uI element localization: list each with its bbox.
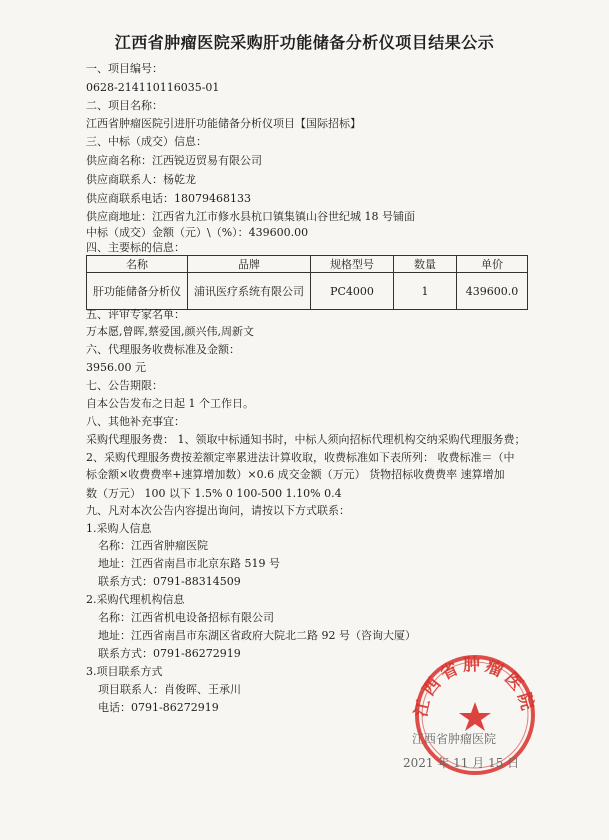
section-project-name-heading: 二、项目名称： <box>86 99 163 112</box>
project-number: 0628-214110116035-01 <box>86 81 220 94</box>
table-header-row <box>87 256 528 273</box>
expert-list: 万本愿,曾晖,蔡爱国,颜兴伟,周新文 <box>86 325 254 338</box>
table-header-cell: 名称 <box>87 256 188 273</box>
agency-contact: 联系方式：0791-86272919 <box>98 647 241 660</box>
section-experts-heading: 五、评审专家名单： <box>86 308 185 321</box>
supplier-phone: 供应商联系电话：18079468133 <box>86 192 251 205</box>
section-project-number-heading: 一、项目编号： <box>86 62 163 75</box>
period-text: 自本公告发布之日起 1 个工作日。 <box>86 397 254 410</box>
project-contact-phone: 电话：0791-86272919 <box>98 701 219 714</box>
other-line-2: 2、采购代理服务费按差额定率累进法计算收取，收费标准如下表所列： 收费标准＝（中 <box>86 451 515 464</box>
seal-star-icon <box>459 702 491 731</box>
purchaser-contact: 联系方式：0791-88314509 <box>98 575 241 588</box>
signature-date: 2021 年 11 月 15 日 <box>403 756 520 770</box>
section-items-heading: 四、主要标的信息： <box>86 241 185 254</box>
other-line-3: 标金额×收费费率+速算增加数）×0.6 成交金额（万元） 货物招标收费费率 速算增加 <box>86 468 505 481</box>
purchaser-address: 地址：江西省南昌市北京东路 519 号 <box>98 557 280 570</box>
section-award-heading: 三、中标（成交）信息： <box>86 135 207 148</box>
supplier-name: 供应商名称：江西锐迈贸易有限公司 <box>86 154 262 167</box>
supplier-contact: 供应商联系人：杨乾龙 <box>86 173 196 186</box>
award-amount: 中标（成交）金额（元）\（%）：439600.00 <box>86 226 309 239</box>
seal-text: 江西省肿瘤医院 <box>411 654 539 719</box>
items-table <box>86 255 528 310</box>
table-cell: 439600.0 <box>457 273 528 310</box>
agency-heading: 2.采购代理机构信息 <box>86 593 185 606</box>
purchaser-name: 名称：江西省肿瘤医院 <box>98 539 208 552</box>
fee-amount: 3956.00 元 <box>86 361 146 374</box>
table-cell: PC4000 <box>311 273 394 310</box>
supplier-address: 供应商地址：江西省九江市修水县杭口镇集镇山谷世纪城 18 号铺面 <box>86 210 415 223</box>
other-line-1: 采购代理服务费： 1、领取中标通知书时，中标人须向招标代理机构交纳采购代理服务费； <box>86 433 526 446</box>
table-header-cell: 品牌 <box>188 256 311 273</box>
table-header-cell: 单价 <box>457 256 528 273</box>
table-cell: 1 <box>394 273 457 310</box>
project-contact-person: 项目联系人：肖俊晖、王承川 <box>98 683 241 696</box>
purchaser-heading: 1.采购人信息 <box>86 522 152 535</box>
page-title: 江西省肿瘤医院采购肝功能储备分析仪项目结果公示 <box>114 33 495 52</box>
signature-org: 江西省肿瘤医院 <box>412 732 497 746</box>
section-period-heading: 七、公告期限： <box>86 379 163 392</box>
section-fee-heading: 六、代理服务收费标准及金额： <box>86 343 240 356</box>
section-contact-heading: 九、凡对本次公告内容提出询问，请按以下方式联系： <box>86 504 350 517</box>
table-cell: 浦讯医疗系统有限公司 <box>188 273 311 310</box>
agency-name: 名称：江西省机电设备招标有限公司 <box>98 611 274 624</box>
table-header-cell: 规格型号 <box>311 256 394 273</box>
section-other-heading: 八、其他补充事宜： <box>86 415 185 428</box>
agency-address: 地址：江西省南昌市东湖区省政府大院北二路 92 号（咨询大厦） <box>98 629 416 642</box>
project-name: 江西省肿瘤医院引进肝功能储备分析仪项目【国际招标】 <box>86 117 361 130</box>
table-row <box>87 273 528 310</box>
table-header-cell: 数量 <box>394 256 457 273</box>
other-line-4: 数（万元） 100 以下 1.5% 0 100-500 1.10% 0.4 <box>86 487 342 500</box>
table-cell: 肝功能储备分析仪 <box>87 273 188 310</box>
project-contact-heading: 3.项目联系方式 <box>86 665 163 678</box>
